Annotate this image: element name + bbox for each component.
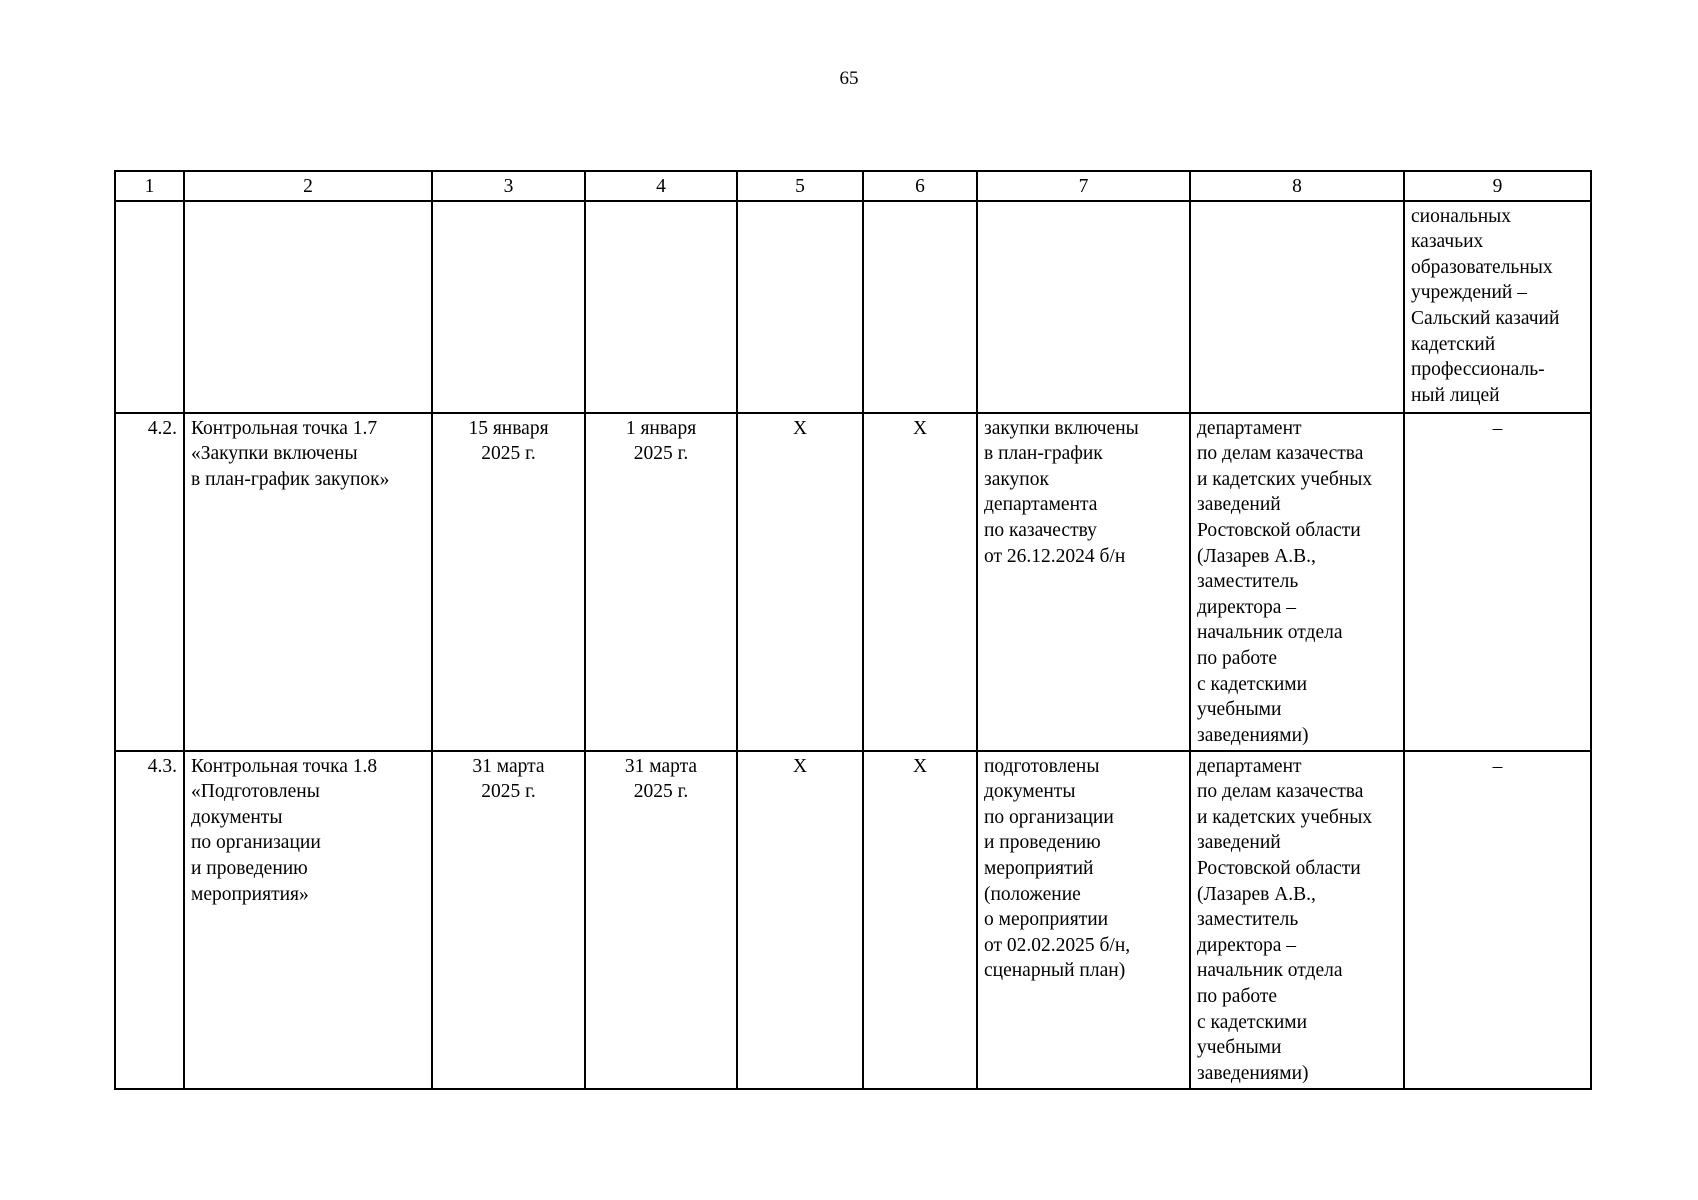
column-header-4: 4 <box>585 171 737 201</box>
column-header-3: 3 <box>432 171 585 201</box>
column-5-cell: Х <box>737 751 863 1089</box>
header-row <box>115 171 1591 201</box>
planned-date-cell: 15 января 2025 г. <box>432 413 585 751</box>
column-5-cell: Х <box>737 413 863 751</box>
table-row <box>115 751 1591 1089</box>
column-header-7: 7 <box>977 171 1190 201</box>
empty-cell <box>863 201 977 413</box>
column-header-6: 6 <box>863 171 977 201</box>
control-point-name-cell: Контрольная точка 1.8 «Подготовлены документы по организации и проведению мероприятия» <box>184 751 432 1089</box>
document-cell: подготовлены документы по организации и проведению мероприятий (положение о мероприятии от 02.02.2025 б/н, сценарный план) <box>977 751 1190 1089</box>
table-row-continuation <box>115 201 1591 413</box>
empty-cell <box>432 201 585 413</box>
empty-cell <box>737 201 863 413</box>
responsible-cell: департамент по делам казачества и кадетских учебных заведений Ростовской области (Лазарев А.В., заместитель директора – начальник отдела по работе с кадетскими учебными заведениями) <box>1190 413 1404 751</box>
column-header-2: 2 <box>184 171 432 201</box>
column-header-8: 8 <box>1190 171 1404 201</box>
page-number: 65 <box>839 68 859 89</box>
plan-table <box>114 170 1592 1090</box>
responsible-cell: департамент по делам казачества и кадетских учебных заведений Ростовской области (Лазарев А.В., заместитель директора – начальник отдела по работе с кадетскими учебными заведениями) <box>1190 751 1404 1089</box>
column-header-1: 1 <box>115 171 184 201</box>
column-6-cell: Х <box>863 751 977 1089</box>
control-point-name-cell: Контрольная точка 1.7 «Закупки включены в план-график закупок» <box>184 413 432 751</box>
column-6-cell: Х <box>863 413 977 751</box>
empty-cell <box>184 201 432 413</box>
actual-date-cell: 1 января 2025 г. <box>585 413 737 751</box>
actual-date-cell: 31 марта 2025 г. <box>585 751 737 1089</box>
planned-date-cell: 31 марта 2025 г. <box>432 751 585 1089</box>
empty-cell <box>115 201 184 413</box>
row-number-cell: 4.3. <box>115 751 184 1089</box>
empty-cell <box>977 201 1190 413</box>
column-header-5: 5 <box>737 171 863 201</box>
participant-cell-continued: сиональных казачьих образовательных учреждений – Сальский казачий кадетский профессиональ- ный лицей <box>1404 201 1591 413</box>
empty-cell <box>1190 201 1404 413</box>
table-row <box>115 413 1591 751</box>
document-cell: закупки включены в план-график закупок департамента по казачеству от 26.12.2024 б/н <box>977 413 1190 751</box>
participant-cell: – <box>1404 413 1591 751</box>
participant-cell: – <box>1404 751 1591 1089</box>
column-header-9: 9 <box>1404 171 1591 201</box>
row-number-cell: 4.2. <box>115 413 184 751</box>
empty-cell <box>585 201 737 413</box>
